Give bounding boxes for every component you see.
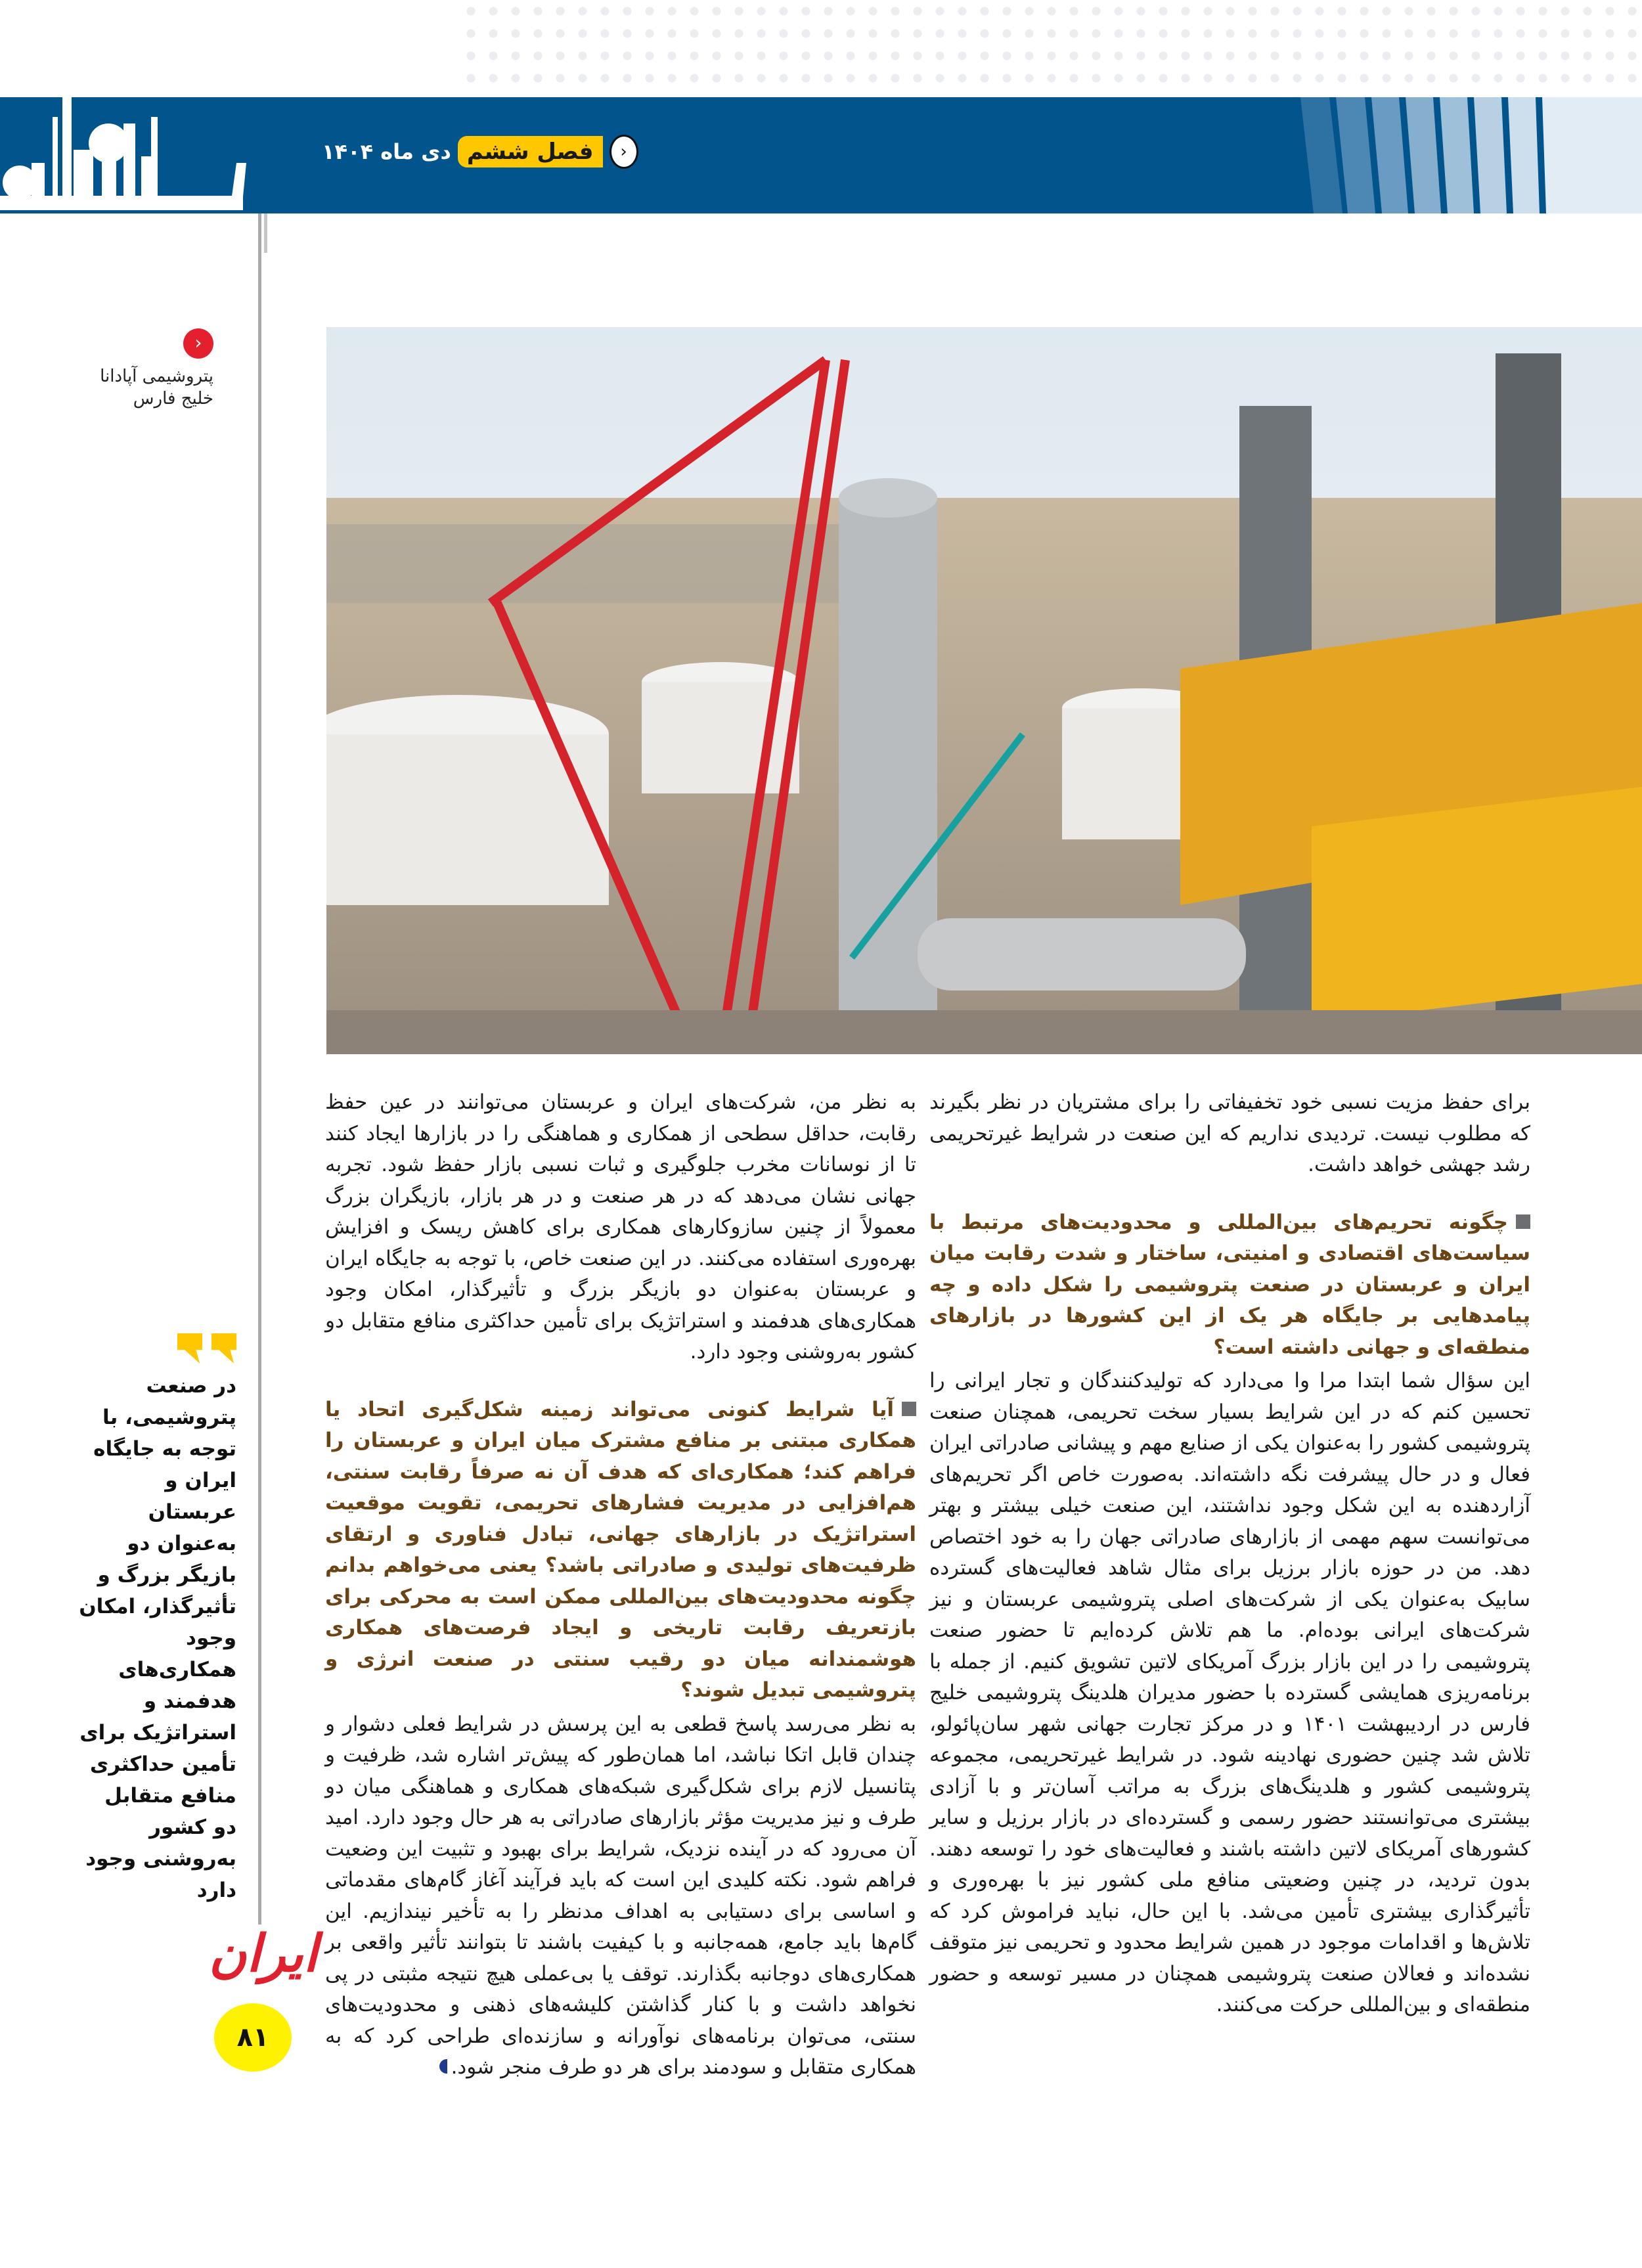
question-text: آیا شرایط کنونی می‌تواند زمینه شکل‌گیری اتحاد یا همکاری مبتنی بر منافع مشترک میان ایران و عربستان را فراهم کند؛ همکاری‌ای که هدف آن نه صرفاً رقابت سنتی، هم‌افزایی در مدیریت فشارهای تحریمی، تقویت موقعیت استراتژیک در بازارهای جهانی، تبادل فناوری و ارتقای ظرفیت‌های تولیدی و صادراتی باشد؟ یعنی می‌خواهم بدانم چگونه محدودیت‌های بین‌المللی ممکن است به محرکی برای بازتعریف رقابت تاریخی و ایجاد فرصت‌های همکاری هوشمندانه میان دو رقیب سنتی در صنعت انرژی و پتروشیمی تبدیل شوند؟: [325, 1397, 916, 1702]
chevron-left-circle-icon: ‹: [610, 135, 638, 169]
quote-mark-icon: [79, 1333, 236, 1364]
section-breadcrumb: [322, 135, 638, 169]
divider-line: [264, 213, 267, 253]
caption-line: پتروشیمی آپادانا: [100, 367, 213, 386]
interview-question: [929, 1207, 1530, 1364]
caption-line: خلیج فارس: [133, 389, 213, 409]
stripes-decoration: [1300, 97, 1642, 213]
section-tag: فصل ششم: [458, 136, 603, 167]
paragraph: برای حفظ مزیت نسبی خود تخفیفاتی را برای مشتریان در نظر بگیرند که مطلوب نیست. تردیدی نداریم که این صنعت در شرایط غیرتحریمی رشد جهشی خواهد داشت.: [929, 1090, 1530, 1176]
page-number: ۸۱: [214, 2003, 292, 2072]
iran-logo: ایران: [209, 1924, 318, 1984]
divider-line: [258, 213, 261, 1924]
article-column-left: [325, 1087, 916, 2098]
pull-quote-text: در صنعت پتروشیمی، با توجه به جایگاه ایران و عربستان به‌عنوان دو بازیگر بزرگ و تأثیرگذار، امکان وجود همکاری‌های هدفمند و استراتژیک برای تأمین حداکثری منافع متقابل دو کشور به‌روشنی وجود دارد: [79, 1374, 236, 1902]
chevron-left-circle-icon: ‹: [183, 328, 213, 359]
paragraph-text: به نظر می‌رسد پاسخ قطعی به این پرسش در شرایط فعلی دشوار و چندان قابل اتکا نباشد، اما همان‌طور که پیش‌تر اشاره شد، ظرفیت و پتانسیل لازم برای شکل‌گیری شبکه‌های همکاری و هماهنگی میان دو طرف و نیز مدیریت مؤثر بازارهای صادراتی به هر حال وجود دارد. امید آن می‌رود که در آینده نزدیک، شرایط برای بهبود و تثبیت این وضعیت فراهم شود. نکته کلیدی این است که باید فرآیند آغاز گام‌های مقدماتی و اساسی برای دستیابی به اهداف مدنظر را به تأخیر نیندازیم. این گام‌ها باید جامع، همه‌جانبه و با کیفیت باشند تا بتوانند تأثیر واقعی بر همکاری‌های دوجانبه بگذارند. توقف یا بی‌عملی هیچ نتیجه مثبتی در پی نخواهد داشت و با کنار گذاشتن کلیشه‌های ذهنی و محدودیت‌های سنتی، می‌توان برنامه‌های نوآورانه و سازنده‌ای طراحی کرد که به همکاری متقابل و سودمند برای هر دو طرف منجر شود.: [325, 1712, 916, 2079]
issue-date: دی ماه ۱۴۰۴: [322, 139, 451, 164]
paragraph: [325, 1709, 916, 2083]
paragraph: این سؤال شما ابتدا مرا وا می‌دارد که تولیدکنندگان و تجار ایرانی را تحسین کنم که در این شرایط بسیار سخت تحریمی، همچنان صنعت پتروشیمی کشور را به‌عنوان یکی از صنایع مهم و پیشانی صادراتی ایران فعال و در حال پیشرفت نگه داشته‌اند. به‌صورت خاص اگر تحریم‌های آزاردهنده به این شکل وجود نداشتند، این صنعت خیلی بیشتر و بهتر می‌توانست سهم مهمی از بازارهای صادراتی جهان را به خود اختصاص دهد. من در حوزه بازار برزیل برای مثال شاهد فعالیت‌های گسترده سابیک به‌عنوان یکی از شرکت‌های اصلی پتروشیمی عربستان و نیز شرکت‌های ایرانی بوده‌ام. ما هم تلاش کرده‌ایم تا حضور صنعت پتروشیمی را در این بازار بزرگ آمریکای لاتین تشویق کنیم. از جمله با برنامه‌ریزی همایشی گسترده با حضور مدیران هلدینگ پتروشیمی خلیج فارس در اردیبهشت ۱۴۰۱ و در مرکز تجارت جهانی شهر سان‌پائولو، تلاش شد چنین حضوری نهادینه شود. در شرایط غیرتحریمی، مجموعه پتروشیمی کشور و هلدینگ‌های بزرگ به مراتب آسان‌تر و با آزادی بیشتری می‌توانستند حضور رسمی و گسترده‌ای در بازار برزیل و سایر کشورهای آمریکای لاتین داشته باشند و فعالیت‌های خود را توسعه دهند. بدون تردید، در چنین وضعیتی منافع ملی کشور نیز با بهره‌وری و تأثیرگذاری بیشتری تأمین می‌شد. با این حال، نباید فراموش کرد که تلاش‌ها و اقدامات موجود در همین شرایط محدود و تحریمی نیز متوقف نشده‌اند و فعالان صنعت پتروشیمی همچنان در مسیر توسعه و حضور منطقه‌ای و بین‌المللی حرکت می‌کنند.: [929, 1369, 1530, 2016]
pull-quote: [79, 1333, 236, 1906]
article-column-right: [929, 1087, 1530, 2035]
photo-caption: [79, 328, 213, 410]
square-bullet-icon: [1516, 1214, 1530, 1229]
dot-pattern: [460, 0, 1642, 92]
square-bullet-icon: [902, 1402, 916, 1416]
interview-question: [325, 1394, 916, 1706]
refinery-skyline-icon: [0, 97, 250, 213]
end-mark-icon: [439, 2059, 447, 2074]
question-text: چگونه تحریم‌های بین‌المللی و محدودیت‌های مرتبط با سیاست‌های اقتصادی و امنیتی، ساختار و شدت رقابت میان ایران و عربستان در صنعت پتروشیمی را شکل داده و چه پیامدهایی بر جایگاه هر یک از این کشورها در بازارهای منطقه‌ای و جهانی داشته است؟: [929, 1210, 1530, 1359]
petrochemical-plant-photo: [326, 327, 1642, 1054]
paragraph: به نظر من، شرکت‌های ایران و عربستان می‌توانند در عین حفظ رقابت، حداقل سطحی از همکاری و هماهنگی را در بازارها ایجاد کنند تا از نوسانات مخرب جلوگیری و ثبات نسبی بازار حفظ شود. تجربه جهانی نشان می‌دهد که در هر صنعت و در هر بازار، بازیگران بزرگ معمولاً از چنین سازوکارهای همکاری برای کاهش ریسک و افزایش بهره‌وری استفاده می‌کنند. در این صنعت خاص، با توجه به جایگاه ایران و عربستان به‌عنوان دو بازیگر بزرگ و تأثیرگذار، امکان وجود همکاری‌های هدفمند و استراتژیک برای تأمین حداکثری منافع متقابل دو کشور به‌روشنی وجود دارد.: [325, 1090, 916, 1364]
